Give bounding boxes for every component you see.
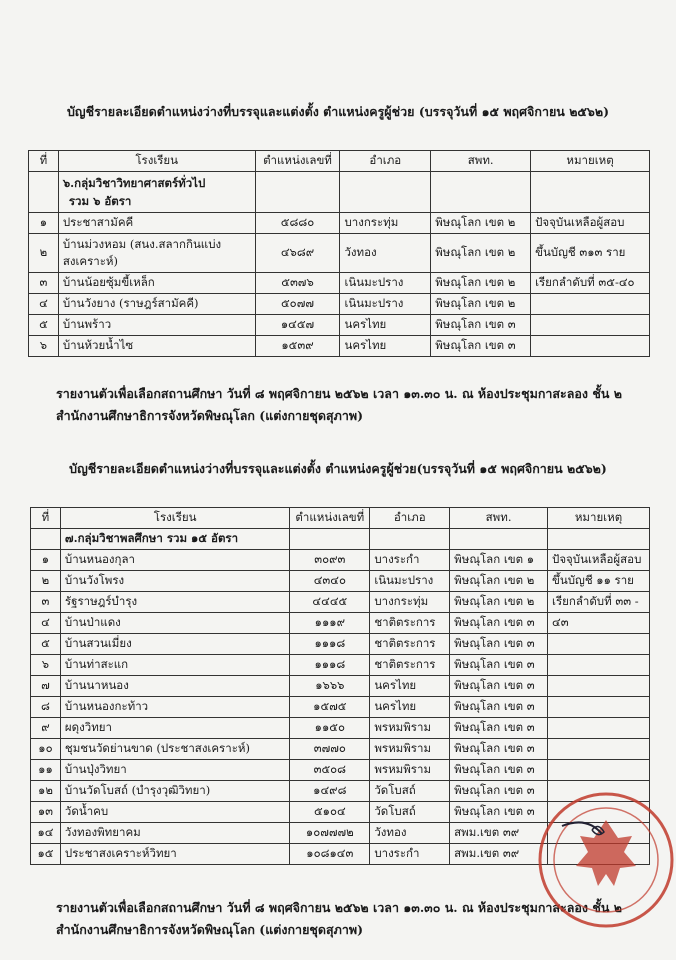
row-no: ๑๔ [31, 823, 61, 844]
table-row [29, 213, 650, 234]
row-district: นครไทย [370, 676, 450, 697]
row-no: ๓ [29, 273, 59, 294]
row-district: นครไทย [340, 315, 431, 336]
row-district: วัดโบสถ์ [370, 802, 450, 823]
row-position: ๑๔๕๗ [255, 315, 340, 336]
row-school: ประชาสงเคราะห์วิทยา [60, 844, 289, 865]
group-row [31, 529, 650, 550]
row-no: ๑๓ [31, 802, 61, 823]
official-seal-stamp [532, 786, 676, 934]
row-no: ๕ [29, 315, 59, 336]
row-school: บ้านน้อยซุ้มขี้เหล็ก [58, 273, 255, 294]
group-row [29, 172, 650, 213]
row-district: เนินมะปราง [370, 571, 450, 592]
row-office: พิษณุโลก เขต ๓ [450, 781, 548, 802]
row-position: ๑๐๘๑๔๓ [290, 844, 370, 865]
table-row [31, 655, 650, 676]
row-position: ๑๐๗๗๗๒ [290, 823, 370, 844]
row-office: พิษณุโลก เขต ๒ [431, 273, 531, 294]
row-district: บางกระทุ่ม [340, 213, 431, 234]
row-position: ๕๑๐๔ [290, 802, 370, 823]
row-no: ๑ [29, 213, 59, 234]
table-row [29, 315, 650, 336]
row-district: ชาติตระการ [370, 634, 450, 655]
row-note: ขึ้นบัญชี ๑๑ ราย [548, 571, 650, 592]
row-office: พิษณุโลก เขต ๒ [431, 294, 531, 315]
section1-report-line2: สำนักงานศึกษาธิการจังหวัดพิษณุโลก (แต่งกายชุดสุภาพ) [56, 408, 364, 423]
col-note-header: หมายเหตุ [548, 508, 650, 529]
row-no: ๕ [31, 634, 61, 655]
section2-heading: บัญชีรายละเอียดตำแหน่งว่างที่บรรจุและแต่งตั้ง ตำแหน่งครูผู้ช่วย(บรรจุวันที่ ๑๕ พฤศจิกายน ๒๕๖๒) [69, 461, 607, 476]
row-school-line2: สงเคราะห์) [62, 254, 118, 268]
row-note [548, 739, 650, 760]
col-position-header: ตำแหน่งเลขที่ [255, 151, 340, 172]
row-note [548, 676, 650, 697]
row-no: ๑๒ [31, 781, 61, 802]
row-district: บางกระทุ่ม [370, 592, 450, 613]
row-note: เรียกลำดับที่ ๓๕-๔๐ [531, 273, 650, 294]
row-office: พิษณุโลก เขต ๓ [450, 613, 548, 634]
section2-report-line1: รายงานตัวเพื่อเลือกสถานศึกษา วันที่ ๘ พฤศจิกายน ๒๕๖๒ เวลา ๑๓.๓๐ น. ณ ห้องประชุมกาสะลอง ชั้น ๒ [56, 900, 623, 915]
table-row [29, 336, 650, 357]
table-row [29, 294, 650, 315]
row-school: บ้านวังโพรง [60, 571, 289, 592]
row-no: ๖ [29, 336, 59, 357]
row-office: พิษณุโลก เขต ๓ [450, 634, 548, 655]
table-row [31, 718, 650, 739]
col-no-header: ที่ [29, 151, 59, 172]
col-office-header: สพท. [450, 508, 548, 529]
row-district: วัดโบสถ์ [370, 781, 450, 802]
row-no: ๙ [31, 718, 61, 739]
row-office: พิษณุโลก เขต ๑ [450, 550, 548, 571]
row-position: ๑๕๓๙ [255, 336, 340, 357]
row-school [58, 234, 255, 273]
row-position: ๔๓๔๐ [290, 571, 370, 592]
table-row [29, 234, 650, 273]
row-district: พรหมพิราม [370, 760, 450, 781]
row-no: ๖ [31, 655, 61, 676]
row-office: พิษณุโลก เขต ๓ [431, 336, 531, 357]
row-school: ประชาสามัคคี [58, 213, 255, 234]
row-note [548, 718, 650, 739]
row-office: พิษณุโลก เขต ๓ [450, 718, 548, 739]
row-no: ๘ [31, 697, 61, 718]
row-no: ๔ [31, 613, 61, 634]
table-row [31, 697, 650, 718]
row-office: พิษณุโลก เขต ๓ [450, 676, 548, 697]
row-district: วังทอง [370, 823, 450, 844]
col-position-header: ตำแหน่งเลขที่ [290, 508, 370, 529]
row-district: พรหมพิราม [370, 739, 450, 760]
row-no: ๓ [31, 592, 61, 613]
row-position: ๑๔๙๘ [290, 781, 370, 802]
row-district: บางระกำ [370, 844, 450, 865]
row-position: ๕๘๘๐ [255, 213, 340, 234]
row-office: พิษณุโลก เขต ๓ [450, 802, 548, 823]
row-no: ๑๐ [31, 739, 61, 760]
row-school: บ้านห้วยน้ำไซ [58, 336, 255, 357]
row-position: ๑๖๖๖ [290, 676, 370, 697]
row-note [548, 697, 650, 718]
row-office: พิษณุโลก เขต ๓ [450, 697, 548, 718]
row-position: ๑๑๕๐ [290, 718, 370, 739]
row-position: ๑๑๑๙ [290, 613, 370, 634]
row-office: พิษณุโลก เขต ๓ [450, 760, 548, 781]
row-office: พิษณุโลก เขต ๒ [431, 234, 531, 273]
table-row [31, 634, 650, 655]
table-row [31, 613, 650, 634]
row-school: วัดน้ำคบ [60, 802, 289, 823]
row-note: เรียกลำดับที่ ๓๓ - [548, 592, 650, 613]
row-district: เนินมะปราง [340, 294, 431, 315]
row-office: สพม.เขต ๓๙ [450, 844, 548, 865]
row-note [548, 655, 650, 676]
row-position: ๑๑๑๘ [290, 655, 370, 676]
row-note [531, 294, 650, 315]
row-district: วังทอง [340, 234, 431, 273]
group-cell [58, 172, 255, 213]
row-school: บ้านวังยาง (ราษฎร์สามัคคี) [58, 294, 255, 315]
row-district: นครไทย [370, 697, 450, 718]
row-district: เนินมะปราง [340, 273, 431, 294]
row-office: พิษณุโลก เขต ๓ [450, 655, 548, 676]
row-office: พิษณุโลก เขต ๒ [431, 213, 531, 234]
row-school: ผดุงวิทยา [60, 718, 289, 739]
col-note-header: หมายเหตุ [531, 151, 650, 172]
row-position: ๓๕๐๘ [290, 760, 370, 781]
group-count: รวม ๖ อัตรา [68, 194, 132, 208]
row-district: ชาติตระการ [370, 655, 450, 676]
row-district: นครไทย [340, 336, 431, 357]
row-district: ชาติตระการ [370, 613, 450, 634]
row-note [548, 760, 650, 781]
group-title: ๖.กลุ่มวิชาวิทยาศาสตร์ทั่วไป [62, 176, 206, 190]
row-school: บ้านหนองกุลา [60, 550, 289, 571]
table-header-row [31, 508, 650, 529]
row-position: ๔๖๘๙ [255, 234, 340, 273]
table-row [31, 571, 650, 592]
section1-heading: บัญชีรายละเอียดตำแหน่งว่างที่บรรจุและแต่งตั้ง ตำแหน่งครูผู้ช่วย (บรรจุวันที่ ๑๕ พฤศจิกายน ๒๕๖๒) [67, 104, 609, 119]
table-row [31, 676, 650, 697]
row-no: ๑๑ [31, 760, 61, 781]
row-note: ขึ้นบัญชี ๓๑๓ ราย [531, 234, 650, 273]
row-note: ๔๓ [548, 613, 650, 634]
row-no: ๑ [31, 550, 61, 571]
row-office: พิษณุโลก เขต ๒ [450, 571, 548, 592]
row-note: ปัจจุบันเหลือผู้สอบ [531, 213, 650, 234]
col-school-header: โรงเรียน [58, 151, 255, 172]
col-school-header: โรงเรียน [60, 508, 289, 529]
table-row [31, 550, 650, 571]
section1-report-line1: รายงานตัวเพื่อเลือกสถานศึกษา วันที่ ๘ พฤศจิกายน ๒๕๖๒ เวลา ๑๓.๓๐ น. ณ ห้องประชุมกาสะลอง ชั้น ๒ [56, 386, 623, 401]
section2-report-line2: สำนักงานศึกษาธิการจังหวัดพิษณุโลก (แต่งกายชุดสุภาพ) [56, 922, 364, 937]
row-school: บ้านนาหนอง [60, 676, 289, 697]
row-office: พิษณุโลก เขต ๓ [431, 315, 531, 336]
group-cell: ๗.กลุ่มวิชาพลศึกษา รวม ๑๕ อัตรา [60, 529, 289, 550]
table-row [31, 760, 650, 781]
row-note [531, 336, 650, 357]
section1-table [28, 150, 650, 357]
row-school: บ้านปุ่งวิทยา [60, 760, 289, 781]
table-row [31, 739, 650, 760]
row-school: บ้านหนองกะท้าว [60, 697, 289, 718]
row-position: ๕๓๗๖ [255, 273, 340, 294]
row-office: สพม.เขต ๓๙ [450, 823, 548, 844]
row-no: ๔ [29, 294, 59, 315]
table-row [31, 592, 650, 613]
row-note [548, 634, 650, 655]
table-header-row [29, 151, 650, 172]
row-office: พิษณุโลก เขต ๒ [450, 592, 548, 613]
col-office-header: สพท. [431, 151, 531, 172]
row-position: ๑๑๑๘ [290, 634, 370, 655]
row-note: ปัจจุบันเหลือผู้สอบ [548, 550, 650, 571]
row-school-line1: บ้านม่วงหอม (สนง.สลากกินแบ่ง [62, 237, 222, 251]
row-school: รัฐราษฎร์บำรุง [60, 592, 289, 613]
col-district-header: อำเภอ [370, 508, 450, 529]
table-row [29, 273, 650, 294]
row-position: ๕๐๗๗ [255, 294, 340, 315]
row-school: บ้านวัดโบสถ์ (บำรุงวุฒิวิทยา) [60, 781, 289, 802]
row-district: พรหมพิราม [370, 718, 450, 739]
col-no-header: ที่ [31, 508, 61, 529]
row-school: ชุมชนวัดย่านขาด (ประชาสงเคราะห์) [60, 739, 289, 760]
row-no: ๑๕ [31, 844, 61, 865]
col-district-header: อำเภอ [340, 151, 431, 172]
row-no: ๒ [31, 571, 61, 592]
row-office: พิษณุโลก เขต ๓ [450, 739, 548, 760]
row-position: ๓๗๗๐ [290, 739, 370, 760]
row-school: บ้านท่าสะแก [60, 655, 289, 676]
row-position: ๑๕๗๕ [290, 697, 370, 718]
row-school: บ้านพร้าว [58, 315, 255, 336]
row-note [531, 315, 650, 336]
row-school: บ้านป่าแดง [60, 613, 289, 634]
row-district: บางระกำ [370, 550, 450, 571]
row-school: บ้านสวนเมี่ยง [60, 634, 289, 655]
row-position: ๓๐๙๓ [290, 550, 370, 571]
row-position: ๔๔๔๕ [290, 592, 370, 613]
row-no: ๒ [29, 234, 59, 273]
row-no: ๗ [31, 676, 61, 697]
row-school: วังทองพิทยาคม [60, 823, 289, 844]
